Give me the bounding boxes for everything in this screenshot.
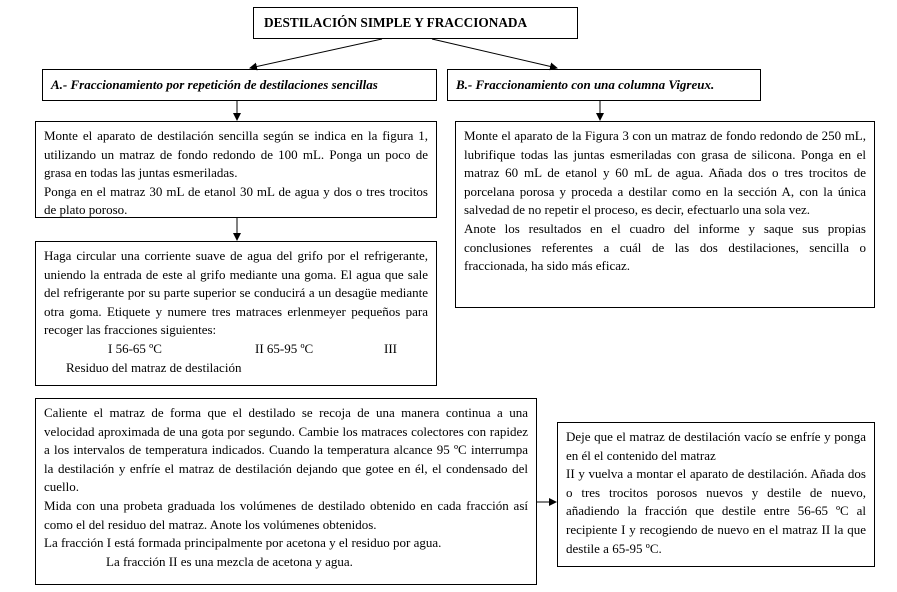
section-b-step-1-box: [455, 121, 875, 308]
section-a-step-1-box: [35, 121, 437, 218]
fraction-2-label: II 65-95 ºC: [255, 340, 314, 356]
diagram-title: DESTILACIÓN SIMPLE Y FRACCIONADA: [264, 15, 528, 30]
section-b-step-1-text-2: Anote los resultados en el cuadro del informe y saque sus propias conclusiones referentes a cuál de las dos destilaciones, sencilla o fraccionada, ha sido más eficaz.: [464, 220, 866, 274]
section-b-heading-box: [447, 69, 761, 101]
residue-label: Residuo del matraz de destilación: [66, 359, 242, 375]
section-a-step-4-text-2: II y vuelva a montar el aparato de destilación. Añada dos o tres trocitos porosos nuevos y destile de nuevo, añadiendo la fracción que destile entre 56-65 ºC al recipiente I y recogiendo de nuevo en el matraz II la que destile a 65-95 ºC.: [566, 466, 866, 556]
section-a-step-3-box: [35, 398, 537, 585]
section-a-step-2-text: Haga circular una corriente suave de agua del grifo por el refrigerante, uniendo la entrada de este al grifo mediante una goma. El agua que sale del refrigerante por su parte superior se conducirá a un desagüe mediante otra goma. Etiquete y numere tres matraces erlenmeyer pequeños para recoger las fracciones siguientes:: [44, 248, 428, 338]
section-a-step-3-text-1: Caliente el matraz de forma que el destilado se recoja de una manera continua a una velocidad aproximada de una gota por segundo. Cambie los matraces colectores con rapidez a los intervalos de temperatura indicados. Cuando la temperatura alcance 95 ºC interrumpa la destilación y enfríe el matraz de destilación dejando que gotee en él, el condensado del cuello.: [44, 405, 528, 495]
section-a-step-3-text-2: Mida con una probeta graduada los volúmenes de destilado obtenido en cada fracción así como el del residuo del matraz. Anote los volúmenes obtenidos.: [44, 497, 528, 532]
arrow-title-to-section-b: [432, 39, 557, 68]
fraction-1-label: I 56-65 ºC: [108, 340, 162, 356]
section-b-step-1-text-1: Monte el aparato de la Figura 3 con un matraz de fondo redondo de 250 mL, lubrifique todas las juntas esmeriladas con grasa de silicona. Ponga en el matraz 60 mL de etanol y 60 mL de agua. Añada dos o tres trocitos de porcelana porosa y proceda a destilar como en la sección A, con la única salvedad de no repetir el proceso, es decir, efectuarlo una sola vez.: [464, 128, 866, 218]
section-a-heading-box: [42, 69, 437, 101]
arrow-title-to-section-a: [250, 39, 382, 68]
section-a-step-3-text-4: La fracción II es una mezcla de acetona y agua.: [106, 553, 353, 569]
fractions-row: [44, 340, 428, 359]
fraction-3-label: III: [384, 340, 397, 356]
section-a-heading: A.- Fraccionamiento por repetición de destilaciones sencillas: [51, 77, 378, 92]
section-a-step-3-text-3: La fracción I está formada principalmente por acetona y el residuo por agua.: [44, 535, 442, 551]
section-b-heading: B.- Fraccionamiento con una columna Vigreux.: [456, 77, 715, 92]
section-a-step-1-text-1: Monte el aparato de destilación sencilla según se indica en la figura 1, utilizando un matraz de fondo redondo de 100 mL. Ponga un poco de grasa en todas las juntas esmeriladas.: [44, 128, 428, 181]
diagram-title-box: [253, 7, 578, 39]
section-a-step-4-text-1: Deje que el matraz de destilación vacío se enfríe y ponga en él el contenido del matraz: [566, 429, 866, 463]
section-a-step-1-text-2: Ponga en el matraz 30 mL de etanol 30 mL de agua y dos o tres trocitos de plato poroso.: [44, 183, 428, 218]
section-a-step-2-box: [35, 241, 437, 386]
section-a-step-4-box: [557, 422, 875, 567]
